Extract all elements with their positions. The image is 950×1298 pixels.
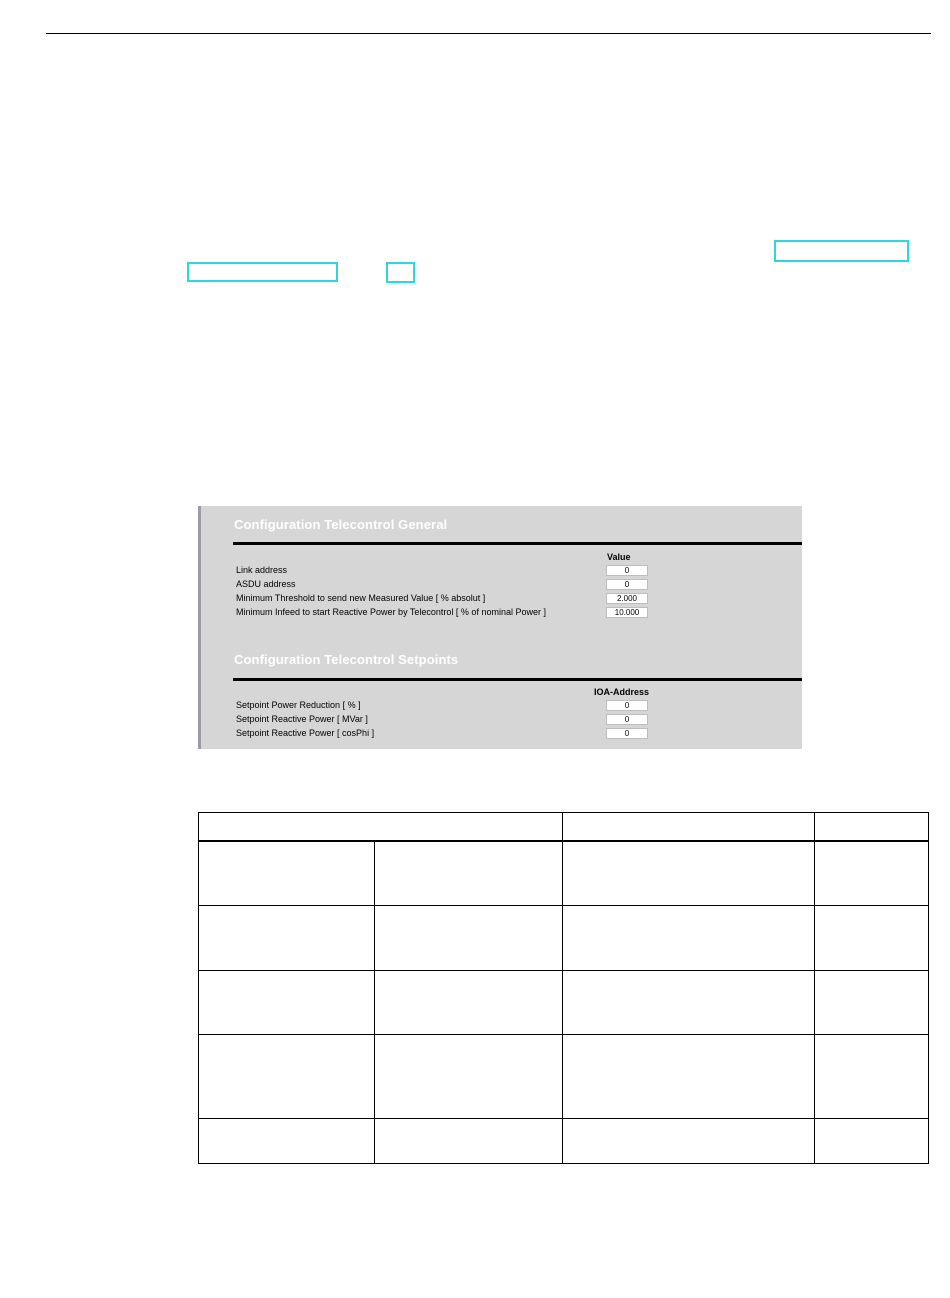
table-row: [199, 841, 929, 905]
table-cell: [563, 841, 815, 905]
table-cell: [199, 1034, 375, 1118]
general-section-title: Configuration Telecontrol General: [234, 517, 448, 532]
table-cell: [199, 841, 375, 905]
table-header-cell: [815, 813, 929, 842]
setpoint-reactive-mvar-input[interactable]: 0: [606, 714, 648, 725]
table-cell: [375, 970, 563, 1034]
table-row: [199, 1034, 929, 1118]
table-cell: [815, 905, 929, 970]
link-address-input[interactable]: 0: [606, 565, 648, 576]
table-cell: [563, 905, 815, 970]
table-cell: [563, 1034, 815, 1118]
setpoint-reactive-mvar-label: Setpoint Reactive Power [ MVar ]: [236, 714, 368, 724]
table-row: [199, 905, 929, 970]
header-rule: [46, 33, 931, 34]
setpoint-power-reduction-input[interactable]: 0: [606, 700, 648, 711]
table-header-row: [199, 813, 929, 842]
link-address-label: Link address: [236, 565, 288, 575]
table-cell: [563, 970, 815, 1034]
table-cell: [375, 841, 563, 905]
highlight-box: [386, 262, 415, 283]
setpoints-section-title: Configuration Telecontrol Setpoints: [234, 652, 459, 667]
table-header-cell: [199, 813, 563, 842]
value-column-header: Value: [607, 552, 631, 562]
min-threshold-input[interactable]: 2.000: [606, 593, 648, 604]
asdu-address-input[interactable]: 0: [606, 579, 648, 590]
min-infeed-label: Minimum Infeed to start Reactive Power by Telecontrol [ % of nominal Power ]: [236, 607, 546, 617]
section-divider: [233, 542, 802, 545]
table-cell: [199, 905, 375, 970]
table-cell: [815, 841, 929, 905]
table-header-cell: [563, 813, 815, 842]
table-cell: [375, 905, 563, 970]
table-cell: [815, 1034, 929, 1118]
telecontrol-config-panel: [198, 506, 802, 749]
table-cell: [563, 1118, 815, 1163]
table-cell: [375, 1034, 563, 1118]
min-infeed-input[interactable]: 10.000: [606, 607, 648, 618]
table-cell: [199, 1118, 375, 1163]
table-row: [199, 1118, 929, 1163]
setpoint-power-reduction-label: Setpoint Power Reduction [ % ]: [236, 700, 361, 710]
highlight-box: [774, 240, 909, 262]
highlight-box: [187, 262, 338, 282]
min-threshold-label: Minimum Threshold to send new Measured Value [ % absolut ]: [236, 593, 486, 603]
table-cell: [199, 970, 375, 1034]
setpoint-reactive-cosphi-label: Setpoint Reactive Power [ cosPhi ]: [236, 728, 375, 738]
table-row: [199, 970, 929, 1034]
section-divider: [233, 678, 802, 681]
table-cell: [375, 1118, 563, 1163]
asdu-address-label: ASDU address: [236, 579, 296, 589]
ioa-address-column-header: IOA-Address: [594, 687, 650, 697]
table-cell: [815, 1118, 929, 1163]
parameter-table: [198, 812, 929, 1164]
setpoint-reactive-cosphi-input[interactable]: 0: [606, 728, 648, 739]
table-cell: [815, 970, 929, 1034]
